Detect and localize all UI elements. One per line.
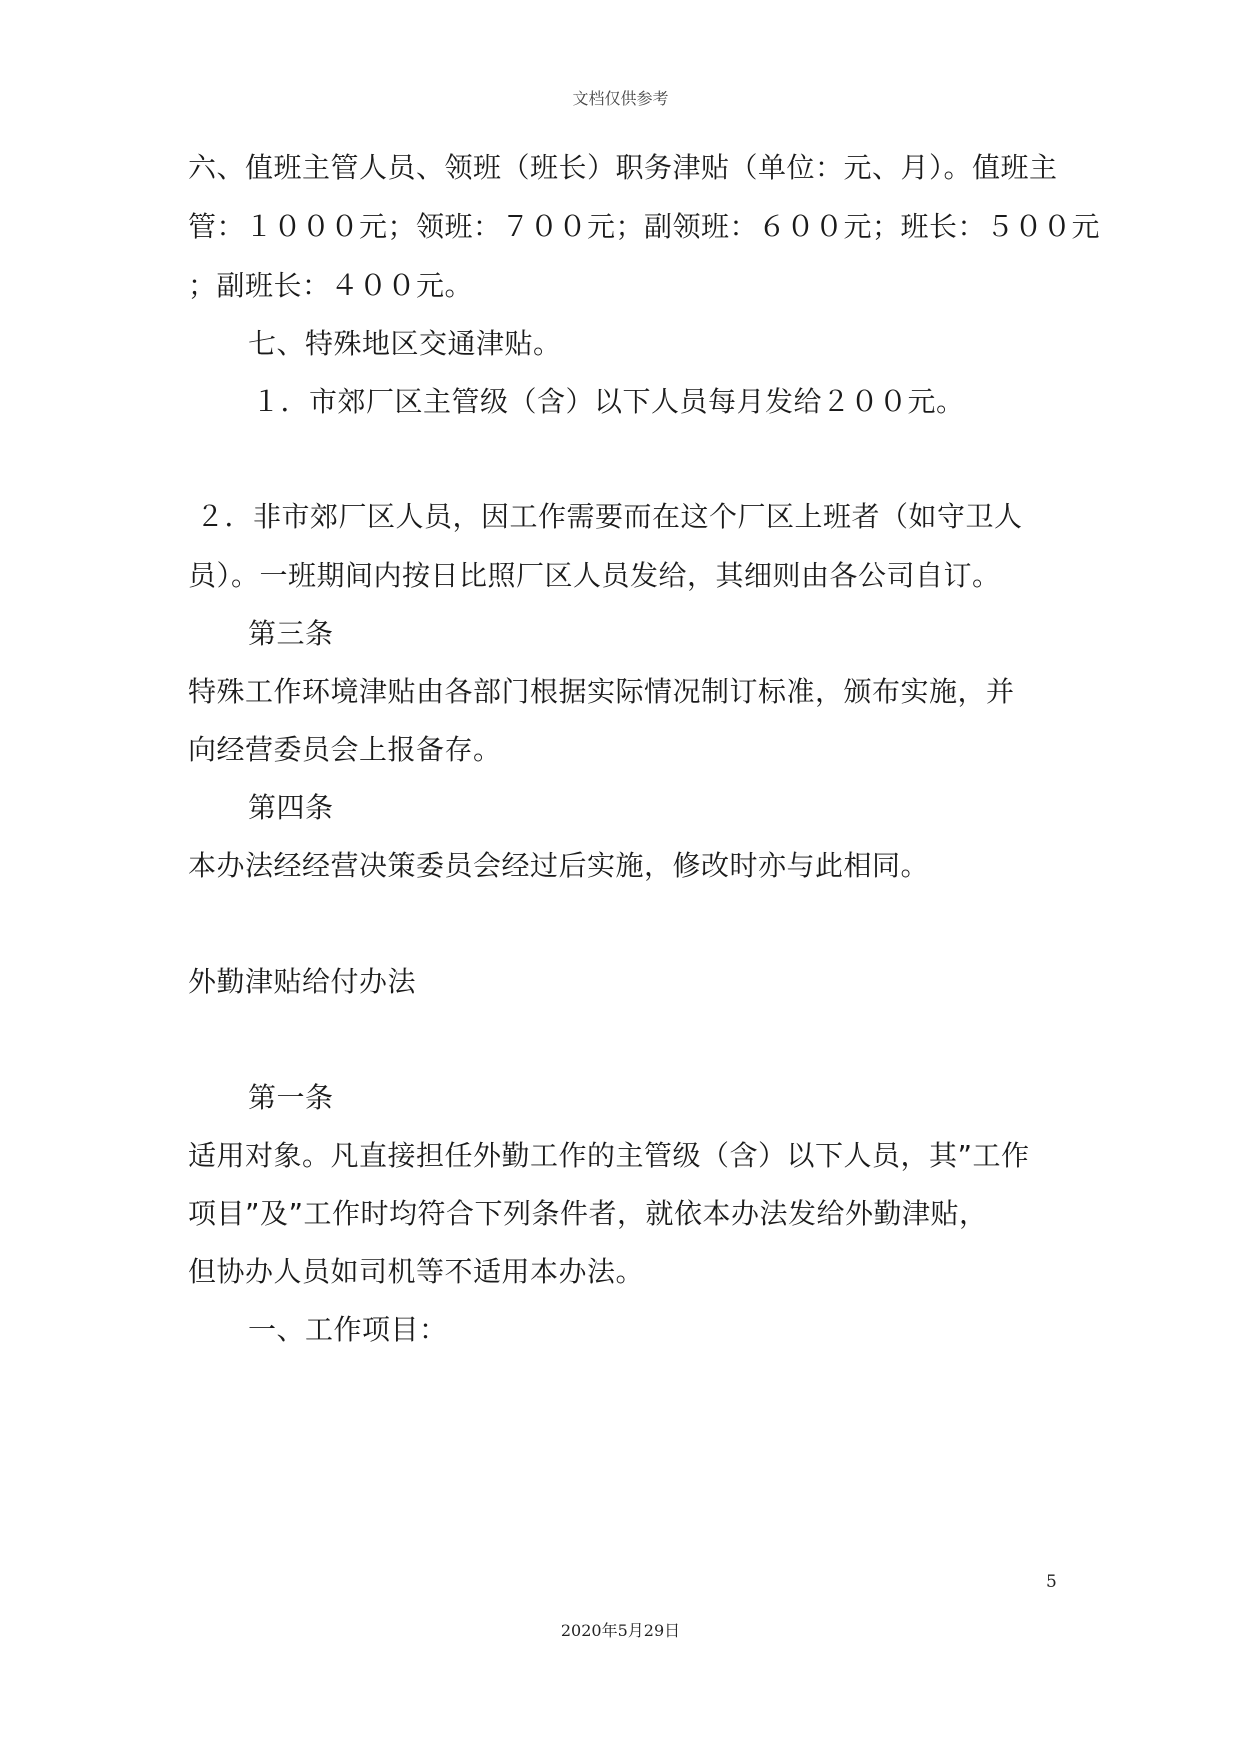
item-2-line-2: 员）。一班期间内按日比照厂区人员发给，其细则由各公司自订。 xyxy=(188,559,1001,592)
article-one-line-2: 项目”及”工作时均符合下列条件者，就依本办法发给外勤津贴， xyxy=(188,1197,988,1230)
paragraph-line-1: 六、值班主管人员、领班（班长）职务津贴（单位：元、月）。值班主 xyxy=(188,151,1058,184)
item-1-line: １．市郊厂区主管级（含）以下人员每月发给２００元。 xyxy=(252,385,965,418)
page-number: 5 xyxy=(1046,1572,1057,1592)
article-one-line-3: 但协办人员如司机等不适用本办法。 xyxy=(188,1255,645,1288)
section-seven-heading: 七、特殊地区交通津贴。 xyxy=(248,327,562,360)
paragraph-line-2: 管：１０００元；领班：７００元；副领班：６００元；班长：５００元 xyxy=(188,210,1101,243)
section-title: 外勤津贴给付办法 xyxy=(188,965,417,998)
item-2-line-1: ２．非市郊厂区人员，因工作需要而在这个厂区上班者（如守卫人 xyxy=(196,500,1023,533)
article-four-line: 本办法经经营决策委员会经过后实施，修改时亦与此相同。 xyxy=(188,849,930,882)
work-items-heading: 一、工作项目： xyxy=(248,1313,448,1346)
paragraph-line-3: ；副班长：４００元。 xyxy=(188,269,474,302)
footer-date: 2020年5月29日 xyxy=(560,1621,681,1640)
page-header: 文档仅供参考 xyxy=(572,89,669,108)
article-three-line-1: 特殊工作环境津贴由各部门根据实际情况制订标准，颁布实施，并 xyxy=(188,675,1015,708)
article-one-heading: 第一条 xyxy=(248,1081,334,1114)
article-three-heading: 第三条 xyxy=(248,617,334,650)
article-four-heading: 第四条 xyxy=(248,791,334,824)
article-one-line-1: 适用对象。凡直接担任外勤工作的主管级（含）以下人员，其”工作 xyxy=(188,1139,1030,1172)
article-three-line-2: 向经营委员会上报备存。 xyxy=(188,733,502,766)
